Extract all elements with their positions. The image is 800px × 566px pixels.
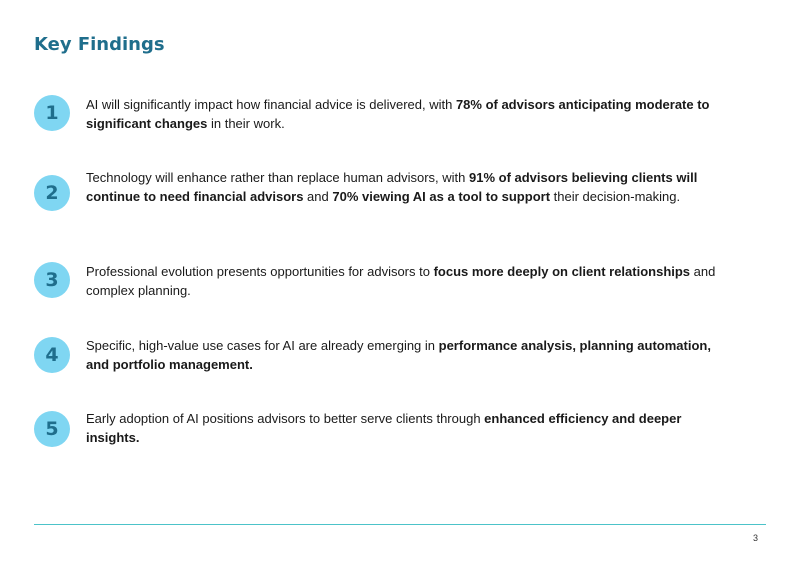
finding-text-segment: Early adoption of AI positions advisors to better serve clients through — [86, 411, 485, 426]
finding-text — [86, 336, 736, 374]
finding-text-segment: and complex planning. — [86, 264, 716, 298]
finding-highlight: performance analysis, planning automation, and portfolio management. — [86, 338, 711, 372]
finding-text — [86, 168, 736, 206]
finding-text-segment: Specific, high-value use cases for AI are already emerging in — [86, 338, 439, 353]
finding-number-badge: 1 — [34, 95, 70, 131]
finding-text-segment: and — [303, 189, 333, 204]
finding-highlight: enhanced efficiency and deeper insights. — [86, 411, 682, 445]
finding-highlight: 91% of advisors believing clients will continue to need financial advisors — [86, 170, 698, 204]
finding-text-segment: Professional evolution presents opportunities for advisors to — [86, 264, 434, 279]
finding-text — [86, 95, 736, 133]
finding-highlight: 78% of advisors anticipating moderate to significant changes — [86, 97, 710, 131]
finding-text-segment: in their work. — [207, 116, 285, 131]
finding-number-badge: 3 — [34, 262, 70, 298]
finding-number-badge: 5 — [34, 411, 70, 447]
finding-highlight: 70% viewing AI as a tool to support — [332, 189, 551, 204]
finding-highlight: focus more deeply on client relationships — [433, 264, 691, 279]
finding-text-segment: AI will significantly impact how financial advice is delivered, with — [86, 97, 456, 112]
page-number: 3 — [752, 533, 758, 543]
finding-text-segment: their decision-making. — [550, 189, 681, 204]
finding-text-segment: Technology will enhance rather than replace human advisors, with — [86, 170, 469, 185]
finding-text — [86, 262, 736, 300]
finding-text — [86, 409, 736, 447]
footer-divider — [34, 524, 766, 525]
page-title: Key Findings — [34, 34, 165, 55]
finding-number-badge: 4 — [34, 337, 70, 373]
finding-number-badge: 2 — [34, 175, 70, 211]
